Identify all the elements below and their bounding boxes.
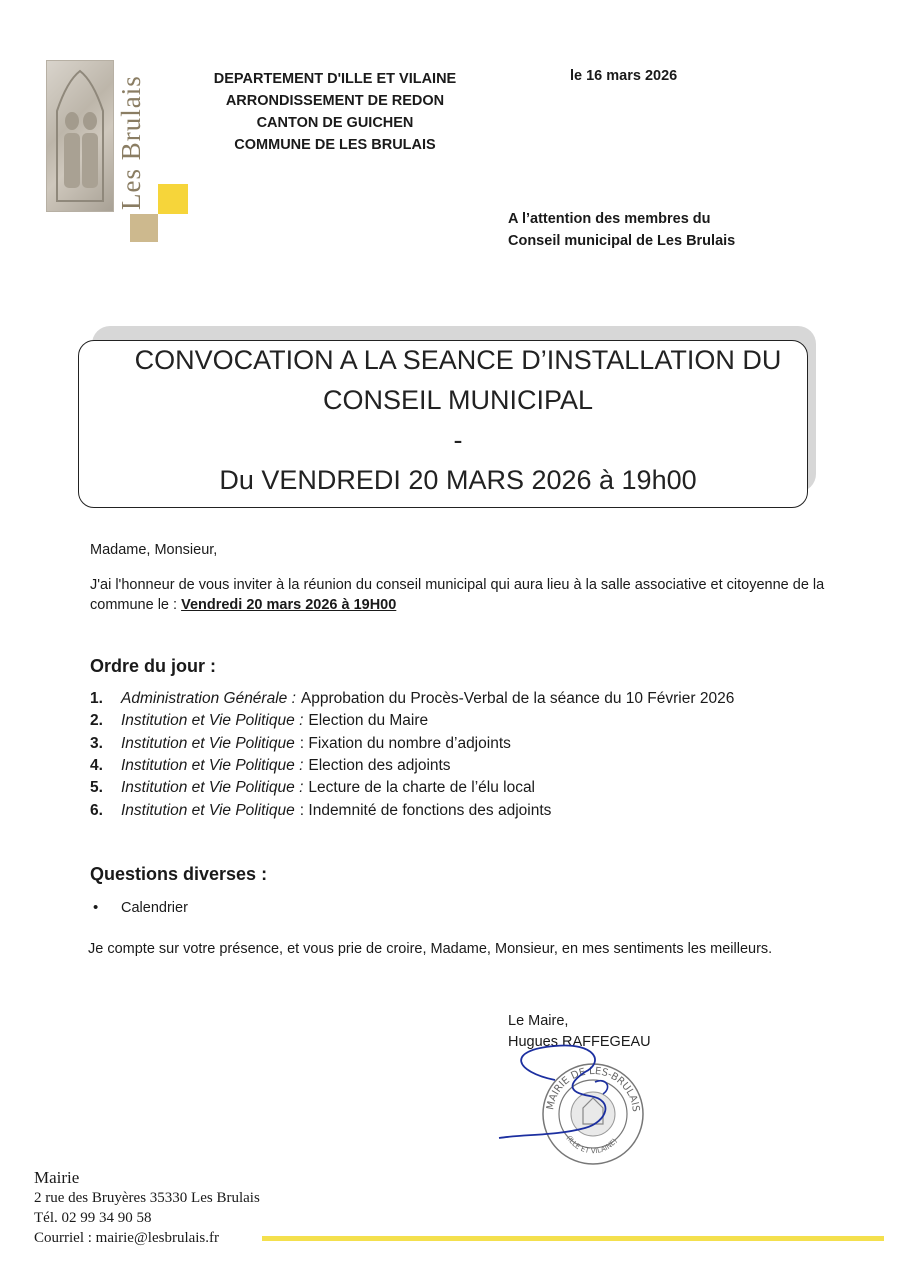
agenda-text: Approbation du Procès-Verbal de la séance du 10 Février 2026 [300, 690, 735, 708]
footer-email: Courriel : mairie@lesbrulais.fr [34, 1230, 220, 1246]
title-date-line: Du VENDREDI 20 MARS 2026 à 19h00 [219, 465, 697, 495]
agenda-item [90, 733, 850, 755]
agenda-heading: Ordre du jour : [90, 656, 216, 676]
meeting-date: Vendredi 20 mars 2026 à 19H00 [181, 597, 397, 613]
department-header [150, 68, 520, 156]
agenda-item [90, 755, 850, 777]
recipient-line: A l’attention des membres du [508, 211, 711, 227]
agenda-category: Institution et Vie Politique [121, 801, 295, 819]
svg-text:(ILLE ET VILAINE) [565, 1134, 619, 1155]
footer-address [34, 1168, 260, 1248]
logo-stone-image [46, 60, 114, 212]
agenda-number: 5. [90, 779, 103, 797]
agenda-item [90, 710, 850, 732]
dept-line: COMMUNE DE LES BRULAIS [234, 137, 436, 153]
questions-heading: Questions diverses : [90, 864, 268, 884]
agenda-category: Administration Générale : [121, 690, 296, 708]
intro-text: J'ai l'honneur de vous inviter à la réunion du conseil municipal qui aura lieu à la salle associative et citoyenne de la commune le : [90, 577, 825, 613]
agenda-text: Election du Maire [308, 712, 429, 730]
agenda-number: 2. [90, 712, 103, 730]
official-stamp [495, 1042, 665, 1172]
dept-line: ARRONDISSEMENT DE REDON [225, 93, 445, 109]
signature-name: Hugues RAFFEGEAU [508, 1034, 651, 1050]
agenda-item [90, 688, 850, 710]
greeting: Madame, Monsieur, [90, 542, 218, 558]
agenda-text: Election des adjoints [308, 757, 451, 775]
footer-line: Tél. 02 99 34 90 58 [34, 1210, 152, 1226]
agenda-number: 1. [90, 690, 103, 708]
dept-line: DEPARTEMENT D'ILLE ET VILAINE [213, 71, 457, 87]
agenda-category: Institution et Vie Politique [121, 734, 295, 752]
agenda-item [90, 799, 850, 821]
footer-line: 2 rue des Bruyères 35330 Les Brulais [34, 1190, 260, 1206]
title-box-text [78, 340, 838, 500]
agenda-list [90, 688, 850, 822]
agenda-category: Institution et Vie Politique : [121, 712, 304, 730]
agenda-number: 4. [90, 757, 103, 775]
agenda-text: : Fixation du nombre d’adjoints [299, 734, 511, 752]
logo-yellow-square [158, 184, 188, 214]
stamp-inner-text: (ILLE ET VILAINE) [564, 1134, 619, 1156]
question-item: Calendrier [121, 900, 188, 916]
title-separator: - [453, 425, 463, 455]
agenda-text: : Indemnité de fonctions des adjoints [299, 801, 552, 819]
recipient-block [508, 208, 735, 252]
agenda-category: Institution et Vie Politique : [121, 779, 304, 797]
agenda-item [90, 777, 850, 799]
letter-date: le 16 mars 2026 [570, 68, 678, 84]
title-line: CONSEIL MUNICIPAL [322, 385, 594, 415]
intro-paragraph [90, 575, 850, 615]
agenda-text: Lecture de la charte de l’élu local [308, 779, 536, 797]
agenda-number: 6. [90, 801, 103, 819]
title-line: CONVOCATION A LA SEANCE D’INSTALLATION DU [134, 345, 782, 375]
stamp-outer-text: MAIRIE DE LES-BRULAIS [545, 1065, 642, 1113]
bullet-icon: • [93, 899, 99, 916]
logo-beige-square [130, 214, 158, 242]
recipient-line: Conseil municipal de Les Brulais [508, 233, 736, 249]
dept-line: CANTON DE GUICHEN [256, 115, 414, 131]
logo-text: Les Brulais [116, 75, 146, 210]
signature-role: Le Maire, [508, 1013, 569, 1029]
agenda-number: 3. [90, 734, 103, 752]
agenda-category: Institution et Vie Politique : [121, 757, 304, 775]
closing-sentence: Je compte sur votre présence, et vous prie de croire, Madame, Monsieur, en mes sentiments les meilleurs. [88, 941, 773, 957]
footer-line: Mairie [34, 1168, 80, 1187]
footer-divider [262, 1236, 884, 1241]
